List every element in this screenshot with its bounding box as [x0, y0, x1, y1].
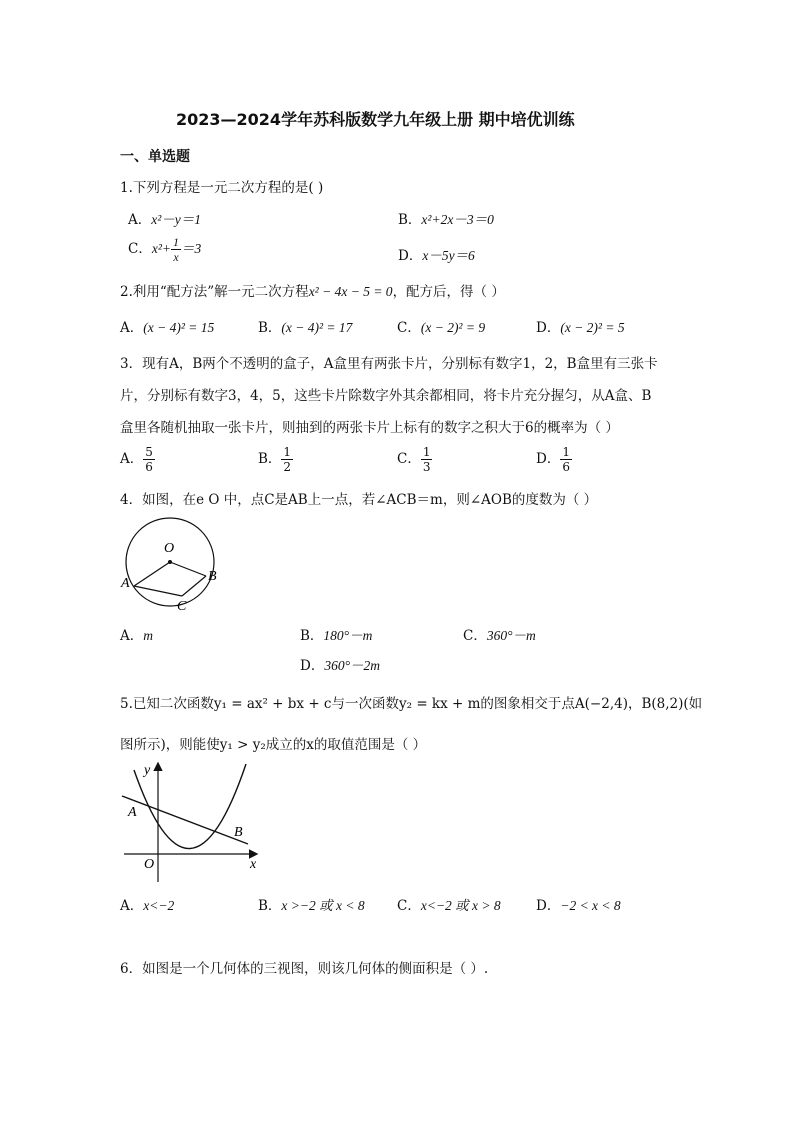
option-text: −2 < x < 8 — [560, 898, 621, 913]
label-B: B — [208, 569, 217, 584]
option-label: B． — [258, 320, 282, 336]
center-point — [168, 560, 172, 564]
circle-figure — [118, 514, 228, 614]
option-text: m — [143, 628, 153, 643]
option-text: x－5y＝6 — [422, 248, 475, 263]
label-C: C — [177, 599, 187, 614]
fraction — [560, 446, 572, 473]
option-label: D． — [536, 898, 561, 914]
stem-text: 2.利用“配方法”解一元二次方程 — [120, 284, 309, 300]
option-label: A． — [120, 451, 144, 467]
q1-option-c[interactable] — [128, 236, 201, 263]
fraction-numerator: 5 — [145, 445, 153, 459]
q1-option-d[interactable] — [398, 244, 475, 264]
question-1-stem: 1.下列方程是一元二次方程的是( ) — [120, 180, 324, 196]
q1-option-b[interactable] — [398, 208, 494, 228]
option-label: A． — [120, 628, 144, 644]
straight-line — [122, 796, 248, 844]
option-label: A． — [120, 898, 144, 914]
q5-option-b[interactable] — [258, 894, 365, 914]
option-label: C． — [397, 320, 421, 336]
q3-option-d[interactable] — [536, 446, 572, 473]
fraction-numerator: 1 — [562, 445, 570, 459]
option-label: D． — [536, 320, 561, 336]
label-A: A — [128, 805, 137, 820]
label-x: x — [250, 857, 257, 872]
question-3-line-1: 3．现有A，B两个不透明的盒子，A盒里有两张卡片，分别标有数字1，2，B盒里有三张卡 — [120, 356, 658, 372]
option-label: A． — [120, 320, 144, 336]
segment-OA — [134, 562, 170, 586]
q2-option-c[interactable] — [397, 316, 485, 336]
fraction — [171, 236, 181, 263]
label-O: O — [164, 541, 175, 556]
equation: x² − 4x − 5 = 0 — [308, 284, 393, 299]
option-label: D． — [300, 658, 325, 674]
option-label: A． — [128, 212, 152, 228]
q3-option-b[interactable] — [258, 446, 293, 473]
option-label: D． — [398, 248, 423, 264]
option-label: B． — [300, 628, 324, 644]
q1-option-a[interactable] — [128, 208, 201, 228]
fraction — [143, 446, 155, 473]
question-5-line-2: 图所示)，则能使y₁ > y₂成立的x的取值范围是（ ） — [120, 737, 427, 753]
q5-option-c[interactable] — [397, 894, 501, 914]
option-text: x²+2x－3＝0 — [421, 212, 494, 227]
q4-option-c[interactable] — [463, 624, 536, 644]
stem-text: ，配方后，得（ ） — [392, 284, 505, 300]
segment-OB — [170, 562, 206, 576]
q2-option-d[interactable] — [536, 316, 625, 336]
page-title: 2023—2024学年苏科版数学九年级上册 期中培优训练 — [176, 110, 575, 129]
q2-option-b[interactable] — [258, 316, 352, 336]
q3-option-a[interactable] — [120, 446, 155, 473]
option-text: (x − 4)² = 17 — [281, 320, 353, 335]
label-O: O — [144, 857, 155, 872]
option-text-post: ＝3 — [181, 241, 202, 256]
graph-figure — [118, 758, 268, 888]
fraction — [421, 446, 433, 473]
option-text: x<−2 或 x > 8 — [420, 898, 501, 913]
fraction — [281, 446, 293, 473]
question-3-line-2: 片，分别标有数字3，4，5，这些卡片除数字外其余都相同，将卡片充分握匀，从A盒、B — [120, 388, 652, 404]
fraction-denominator: x — [173, 250, 179, 264]
q5-option-d[interactable] — [536, 894, 621, 914]
fraction-numerator: 1 — [283, 445, 292, 459]
question-5-line-1: 5.已知二次函数y₁ = ax² + bx + c与一次函数y₂ = kx + m的图象相交于点A(−2,4)，B(8,2)(如 — [120, 696, 703, 712]
q2-option-a[interactable] — [120, 316, 214, 336]
option-text: 360°－m — [486, 628, 536, 643]
option-text: x<−2 — [143, 898, 175, 913]
label-A: A — [121, 576, 130, 591]
option-text: x >−2 或 x < 8 — [281, 898, 365, 913]
option-text: x²－y＝1 — [151, 212, 202, 227]
option-label: B． — [258, 451, 282, 467]
option-label: B． — [258, 898, 282, 914]
option-label: D． — [536, 451, 561, 467]
option-text: (x − 2)² = 9 — [420, 320, 486, 335]
fraction-denominator: 3 — [422, 460, 431, 474]
option-text-pre: x²+ — [151, 241, 171, 256]
question-3-line-3: 盒里各随机抽取一张卡片，则抽到的两张卡片上标有的数字之积大于6的概率为（ ） — [120, 420, 619, 436]
option-text: (x − 4)² = 15 — [143, 320, 215, 335]
segment-CB — [182, 576, 206, 596]
fraction-numerator: 1 — [422, 445, 431, 459]
section-heading: 一、单选题 — [120, 149, 190, 165]
question-6-stem: 6．如图是一个几何体的三视图，则该几何体的侧面积是（ ）. — [120, 961, 489, 977]
option-text: 180°－m — [323, 628, 373, 643]
question-2-stem — [120, 280, 505, 300]
option-label: C． — [397, 898, 421, 914]
label-y: y — [144, 763, 151, 778]
fraction-numerator: 1 — [173, 235, 179, 249]
fraction-denominator: 2 — [283, 460, 292, 474]
q5-option-a[interactable] — [120, 894, 174, 914]
option-label: C． — [128, 241, 152, 257]
q3-option-c[interactable] — [397, 446, 432, 473]
label-B: B — [234, 825, 243, 840]
q4-option-d[interactable] — [300, 654, 380, 674]
option-text: (x − 2)² = 5 — [560, 320, 625, 335]
question-4-stem: 4．如图，在e O 中，点C是AB上一点，若∠ACB＝m，则∠AOB的度数为（ ） — [120, 492, 598, 508]
q4-option-a[interactable] — [120, 624, 153, 644]
q4-option-b[interactable] — [300, 624, 372, 644]
fraction-denominator: 6 — [562, 460, 570, 474]
option-label: C． — [397, 451, 421, 467]
option-label: B． — [398, 212, 422, 228]
option-text: 360°－2m — [324, 658, 380, 673]
fraction-denominator: 6 — [145, 460, 153, 474]
option-label: C． — [463, 628, 487, 644]
